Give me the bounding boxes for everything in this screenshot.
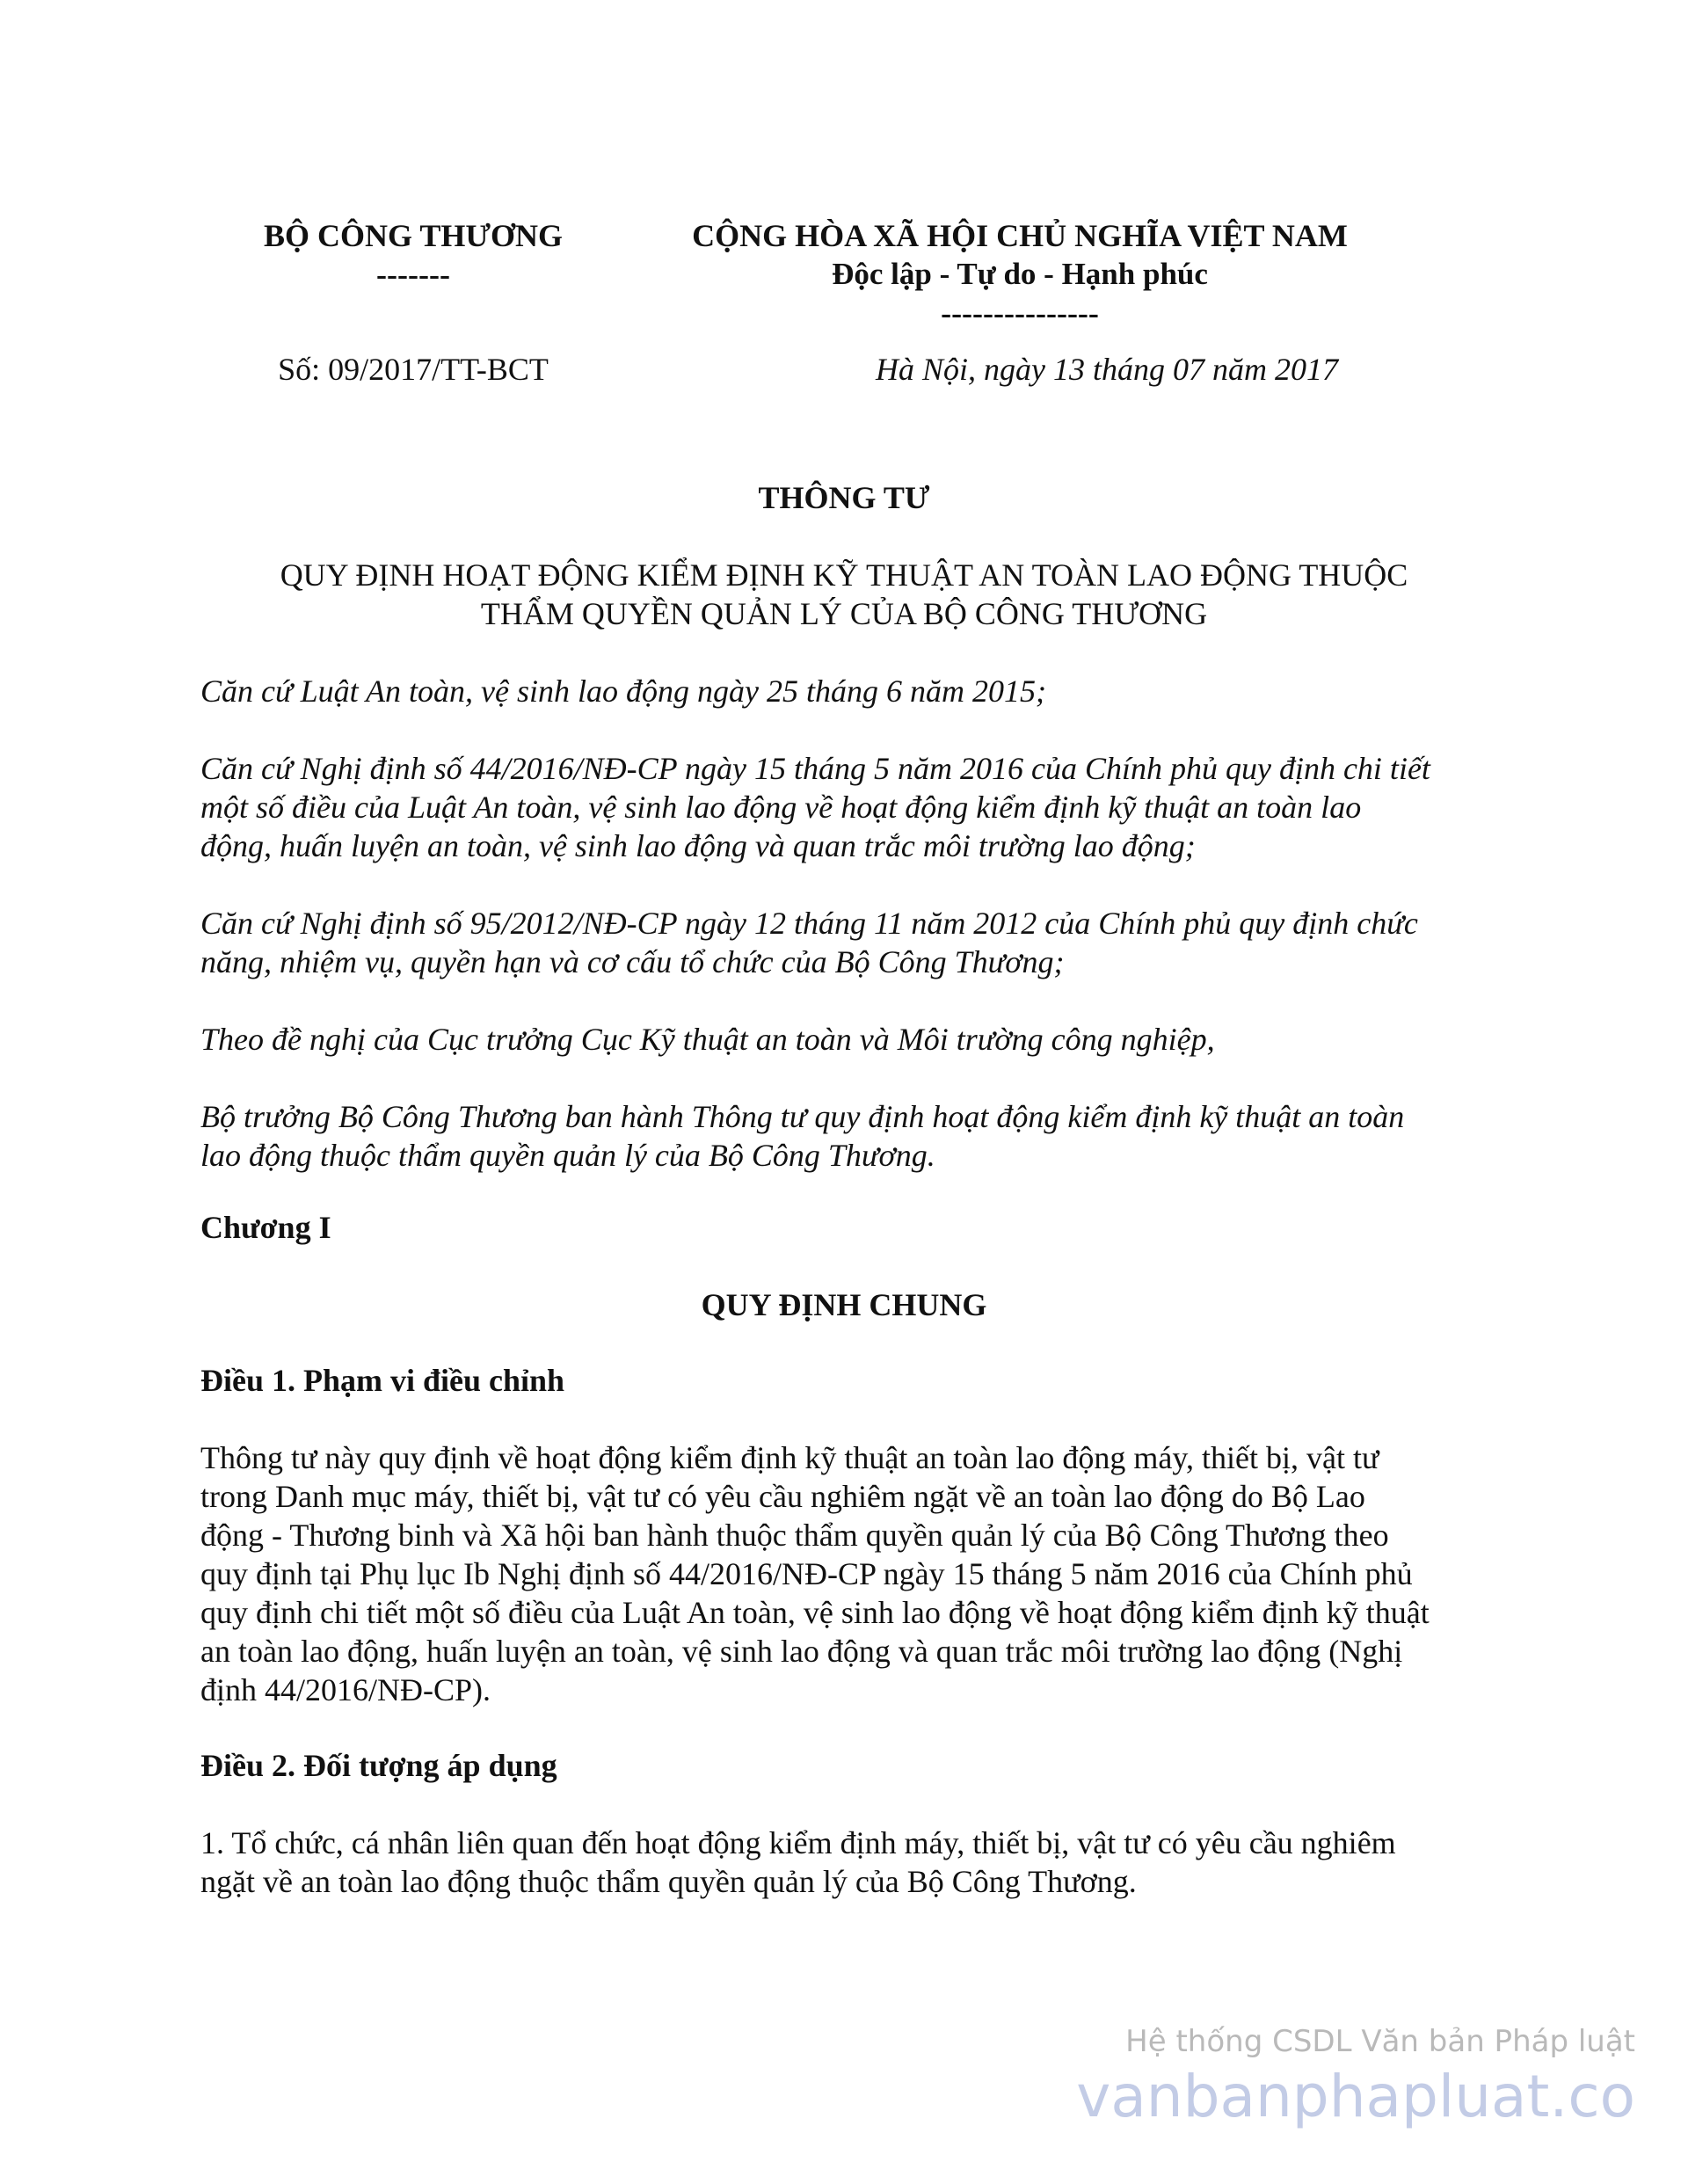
chapter-label: Chương I (200, 1210, 331, 1245)
article-line: quy định chi tiết một số điều của Luật An toàn, vệ sinh lao động về hoạt động kiểm định kỹ thuật (200, 1595, 1430, 1630)
article-line: 1. Tổ chức, cá nhân liên quan đến hoạt động kiểm định máy, thiết bị, vật tư có yêu cầu nghiêm (200, 1825, 1396, 1860)
subject-line: QUY ĐỊNH HOẠT ĐỘNG KIỂM ĐỊNH KỸ THUẬT AN TOÀN LAO ĐỘNG THUỘC (280, 557, 1408, 593)
document-subject (200, 556, 1488, 633)
motto: Độc lập - Tự do - Hạnh phúc (832, 257, 1208, 291)
document-type: THÔNG TƯ (758, 480, 930, 515)
article-line: Thông tư này quy định về hoạt động kiểm định kỹ thuật an toàn lao động máy, thiết bị, vật tư (200, 1440, 1379, 1475)
article-line: động - Thương binh và Xã hội ban hành thuộc thẩm quyền quản lý của Bộ Công Thương theo (200, 1518, 1389, 1553)
article-line: định 44/2016/NĐ-CP). (200, 1672, 491, 1707)
preamble-line: Căn cứ Luật An toàn, vệ sinh lao động ngày 25 tháng 6 năm 2015; (200, 673, 1046, 709)
preamble-line: một số điều của Luật An toàn, vệ sinh lao động về hoạt động kiểm định kỹ thuật an toàn lao (200, 790, 1362, 825)
article-2-body (200, 1824, 1528, 1901)
document-number: Số: 09/2017/TT-BCT (278, 352, 549, 387)
preamble-line: Theo đề nghị của Cục trưởng Cục Kỹ thuật an toàn và Môi trường công nghiệp, (200, 1022, 1215, 1057)
ministry-rule: ------- (376, 257, 450, 292)
article-line: ngặt về an toàn lao động thuộc thẩm quyền quản lý của Bộ Công Thương. (200, 1864, 1137, 1899)
watermark-caption: Hệ thống CSDL Văn bản Pháp luật (1125, 2024, 1635, 2059)
preamble-line: lao động thuộc thẩm quyền quản lý của Bộ Công Thương. (200, 1138, 935, 1173)
preamble-item (200, 904, 1519, 981)
preamble-line: năng, nhiệm vụ, quyền hạn và cơ cấu tổ chức của Bộ Công Thương; (200, 944, 1065, 979)
chapter-title: QUY ĐỊNH CHUNG (701, 1287, 987, 1322)
article-line: quy định tại Phụ lục Ib Nghị định số 44/2016/NĐ-CP ngày 15 tháng 5 năm 2016 của Chính phủ (200, 1556, 1413, 1591)
preamble-line: Căn cứ Nghị định số 44/2016/NĐ-CP ngày 15 tháng 5 năm 2016 của Chính phủ quy định chi tiết (200, 751, 1430, 786)
place-date: Hà Nội, ngày 13 tháng 07 năm 2017 (876, 352, 1338, 387)
motto-rule: --------------- (941, 295, 1099, 331)
preamble-line: Căn cứ Nghị định số 95/2012/NĐ-CP ngày 12 tháng 11 năm 2012 của Chính phủ quy định chức (200, 906, 1418, 941)
article-2-heading: Điều 2. Đối tượng áp dụng (200, 1748, 557, 1783)
preamble-item (200, 1097, 1519, 1175)
article-1-body (200, 1438, 1528, 1709)
preamble-line: Bộ trưởng Bộ Công Thương ban hành Thông tư quy định hoạt động kiểm định kỹ thuật an toàn (200, 1099, 1405, 1134)
watermark-site: vanbanphapluat.co (1076, 2063, 1635, 2130)
subject-line: THẨM QUYỀN QUẢN LÝ CỦA BỘ CÔNG THƯƠNG (480, 596, 1208, 631)
preamble-item (200, 1020, 1519, 1059)
preamble-item (200, 672, 1519, 710)
article-line: trong Danh mục máy, thiết bị, vật tư có yêu cầu nghiêm ngặt về an toàn lao động do Bộ Lao (200, 1479, 1365, 1514)
preamble-item (200, 749, 1519, 865)
ministry-name: BỘ CÔNG THƯƠNG (263, 218, 564, 253)
article-1-heading: Điều 1. Phạm vi điều chỉnh (200, 1363, 565, 1398)
nation-name: CỘNG HÒA XÃ HỘI CHỦ NGHĨA VIỆT NAM (692, 218, 1348, 253)
article-line: an toàn lao động, huấn luyện an toàn, vệ sinh lao động và quan trắc môi trường lao động (Nghị (200, 1634, 1403, 1669)
preamble-line: động, huấn luyện an toàn, vệ sinh lao động và quan trắc môi trường lao động; (200, 828, 1196, 863)
